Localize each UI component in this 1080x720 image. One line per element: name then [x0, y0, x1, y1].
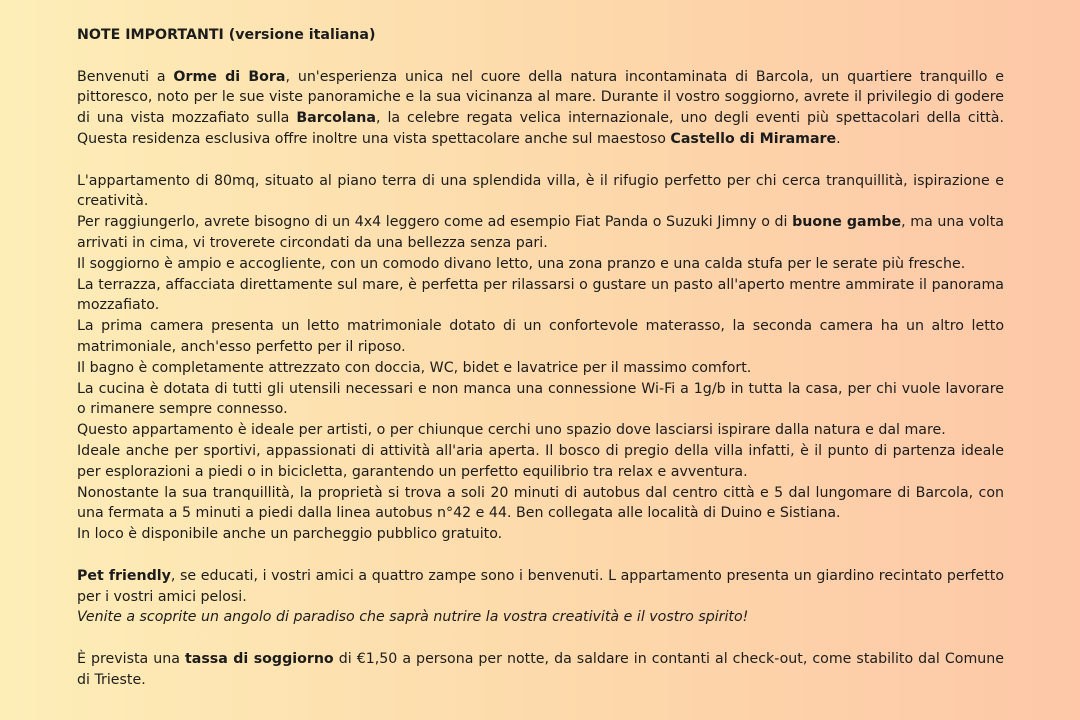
intro-text: .: [836, 130, 841, 147]
intro-text: , la celebre regata velica internazionale, uno degli eventi più spettacolari della città. Questa residenza esclusiva offre inoltre una vista spettacolare anche sul maestoso: [77, 110, 1004, 147]
apartment-paragraph: L'appartamento di 80mq, situato al piano terra di una splendida villa, è il rifugio perfetto per chi cerca tranquillità, ispirazione e creatività.: [77, 172, 1004, 210]
living-room-paragraph: Il soggiorno è ampio e accogliente, con un comodo divano letto, una zona pranzo e una calda stufa per le serate più fresche.: [77, 255, 966, 272]
intro-bold-orme-di-bora: Orme di Bora: [173, 68, 286, 85]
tax-text: È prevista una: [77, 650, 185, 667]
pets-bold-pet-friendly: Pet friendly: [77, 567, 171, 584]
tax-text: di €1,50 a persona per notte, da saldare in contanti al check-out, come stabilito dal Comune di Trieste.: [77, 650, 1004, 688]
intro-text: , un'esperienza unica nel cuore della natura incontaminata di Barcola, un quartiere tranquillo e pittoresco, noto per le sue viste panoramiche e la sua vicinanza al mare. Durante il vostro soggiorno, avrete il privilegio di godere di una vista mozzafiato sulla: [77, 68, 1005, 127]
access-text: Per raggiungerlo, avrete bisogno di un 4x4 leggero come ad esempio Fiat Panda o Suzuki Jimny o di: [77, 214, 793, 231]
access-bold-buone-gambe: buone gambe: [792, 214, 902, 231]
intro-paragraph: [77, 67, 1004, 150]
intro-text: Benvenuti a: [77, 68, 174, 85]
tax-paragraph: [77, 649, 1004, 691]
pets-italic-text: Venite a scoprite un angolo di paradiso che saprà nutrire la vostra creatività e il vostro spirito!: [77, 609, 749, 626]
pets-text: , se educati, i vostri amici a quattro zampe sono i benvenuti. L appartamento presenta un giardino recintato perfetto per i vostri amici pelosi.: [77, 567, 1004, 605]
pets-italic-paragraph: [77, 607, 1004, 628]
location-paragraph: Nonostante la sua tranquillità, la proprietà si trova a soli 20 minuti di autobus dal centro città e 5 dal lungomare di Barcola, con una fermata a 5 minuti a piedi dalla linea autobus n°42 e 44. Ben collegata alle località di Duino e Sistiana.: [77, 484, 1004, 522]
bathroom-paragraph: Il bagno è completamente attrezzato con doccia, WC, bidet e lavatrice per il massimo comfort.: [77, 359, 752, 376]
kitchen-paragraph: La cucina è dotata di tutti gli utensili necessari e non manca una connessione Wi-Fi a 1g/b in tutta la casa, per chi vuole lavorare o rimanere sempre connesso.: [77, 380, 1004, 418]
intro-bold-castello: Castello di Miramare: [670, 130, 837, 147]
page-title: NOTE IMPORTANTI (versione italiana): [77, 27, 376, 43]
access-text: , ma una volta arrivati in cima, vi troverete circondati da una bellezza senza pari.: [77, 214, 1004, 251]
sports-paragraph: Ideale anche per sportivi, appassionati di attività all'aria aperta. Il bosco di pregio della villa infatti, è il punto di partenza ideale per esplorazioni a piedi o in bicicletta, garantendo un perfetto equilibrio tra relax e avventura.: [77, 442, 1004, 480]
access-paragraph: [77, 212, 1004, 254]
document-body: [77, 25, 1004, 691]
artists-paragraph: Questo appartamento è ideale per artisti, o per chiunque cerchi uno spazio dove lasciarsi ispirare dalla natura e dal mare.: [77, 422, 946, 439]
tax-bold-tassa: tassa di soggiorno: [184, 650, 334, 667]
terrace-paragraph: La terrazza, affacciata direttamente sul mare, è perfetta per rilassarsi o gustare un pasto all'aperto mentre ammirate il panorama mozzafiato.: [77, 276, 1004, 314]
pets-paragraph: [77, 566, 1004, 608]
parking-paragraph: In loco è disponibile anche un parcheggio pubblico gratuito.: [77, 526, 503, 543]
bedrooms-paragraph: La prima camera presenta un letto matrimoniale dotato di un confortevole materasso, la seconda camera ha un altro letto matrimoniale, anch'esso perfetto per il riposo.: [77, 318, 1004, 355]
intro-bold-barcolana: Barcolana: [296, 110, 376, 127]
